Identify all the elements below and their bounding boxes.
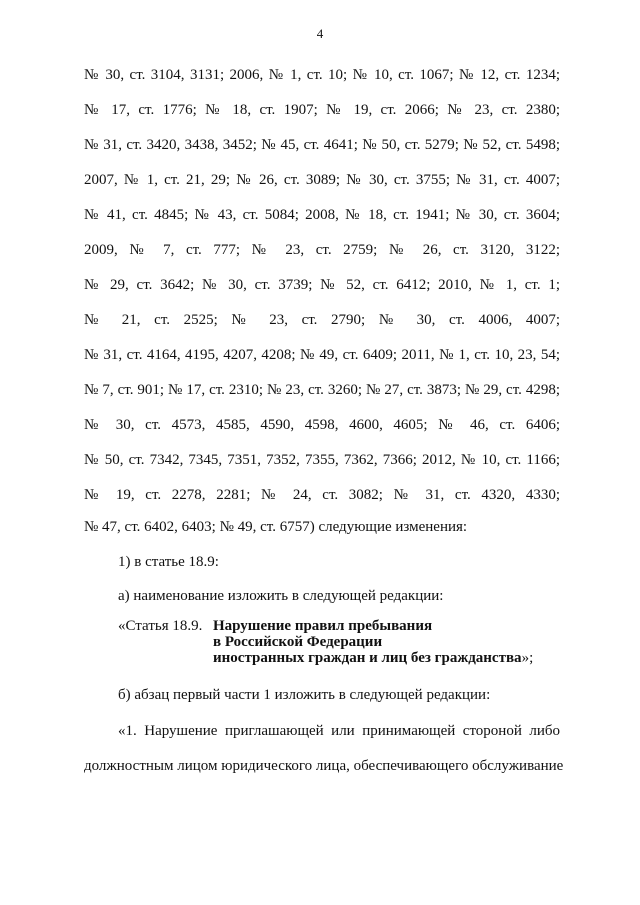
item-a: а) наименование изложить в следующей редакции: <box>118 588 444 604</box>
references-line: № 50, ст. 7342, 7345, 7351, 7352, 7355, 7362, 7366; 2012, № 10, ст. 1166; <box>84 452 560 468</box>
references-line: № 19, ст. 2278, 2281; № 24, ст. 3082; № 31, ст. 4320, 4330; <box>84 487 560 503</box>
references-line: № 31, ст. 4164, 4195, 4207, 4208; № 49, ст. 6409; 2011, № 1, ст. 10, 23, 54; <box>84 347 560 363</box>
article-title-line: иностранных граждан и лиц без гражданства <box>213 650 522 666</box>
article-title-line: Нарушение правил пребывания <box>213 618 433 634</box>
references-line: № 41, ст. 4845; № 43, ст. 5084; 2008, № 18, ст. 1941; № 30, ст. 3604; <box>84 207 560 223</box>
references-line: № 30, ст. 3104, 3131; 2006, № 1, ст. 10; № 10, ст. 1067; № 12, ст. 1234; <box>84 67 560 83</box>
references-line: № 21, ст. 2525; № 23, ст. 2790; № 30, ст. 4006, 4007; <box>84 312 560 328</box>
quote-line: «1. Нарушение приглашающей или принимающей стороной либо <box>118 723 560 739</box>
item-b: б) абзац первый части 1 изложить в следующей редакции: <box>118 687 491 703</box>
references-line: № 29, ст. 3642; № 30, ст. 3739; № 52, ст. 6412; 2010, № 1, ст. 1; <box>84 277 560 293</box>
article-title <box>213 618 533 666</box>
article-title-line: в Российской Федерации <box>213 634 383 650</box>
references-line: № 17, ст. 1776; № 18, ст. 1907; № 19, ст. 2066; № 23, ст. 2380; <box>84 102 560 118</box>
page-number: 4 <box>316 26 324 41</box>
item-1: 1) в статье 18.9: <box>118 554 219 570</box>
article-title-line-last <box>213 650 533 666</box>
references-line: 2007, № 1, ст. 21, 29; № 26, ст. 3089; № 30, ст. 3755; № 31, ст. 4007; <box>84 172 560 188</box>
references-line: 2009, № 7, ст. 777; № 23, ст. 2759; № 26, ст. 3120, 3122; <box>84 242 560 258</box>
article-label: «Статья 18.9. <box>118 618 203 634</box>
references-line: № 31, ст. 3420, 3438, 3452; № 45, ст. 4641; № 50, ст. 5279; № 52, ст. 5498; <box>84 137 560 153</box>
article-closing-quote: »; <box>521 650 534 666</box>
references-line: № 30, ст. 4573, 4585, 4590, 4598, 4600, 4605; № 46, ст. 6406; <box>84 417 560 433</box>
references-line: № 7, ст. 901; № 17, ст. 2310; № 23, ст. 3260; № 27, ст. 3873; № 29, ст. 4298; <box>84 382 560 398</box>
references-last-line: № 47, ст. 6402, 6403; № 49, ст. 6757) следующие изменения: <box>84 519 468 535</box>
quote-line: должностным лицом юридического лица, обеспечивающего обслуживание <box>84 758 564 774</box>
